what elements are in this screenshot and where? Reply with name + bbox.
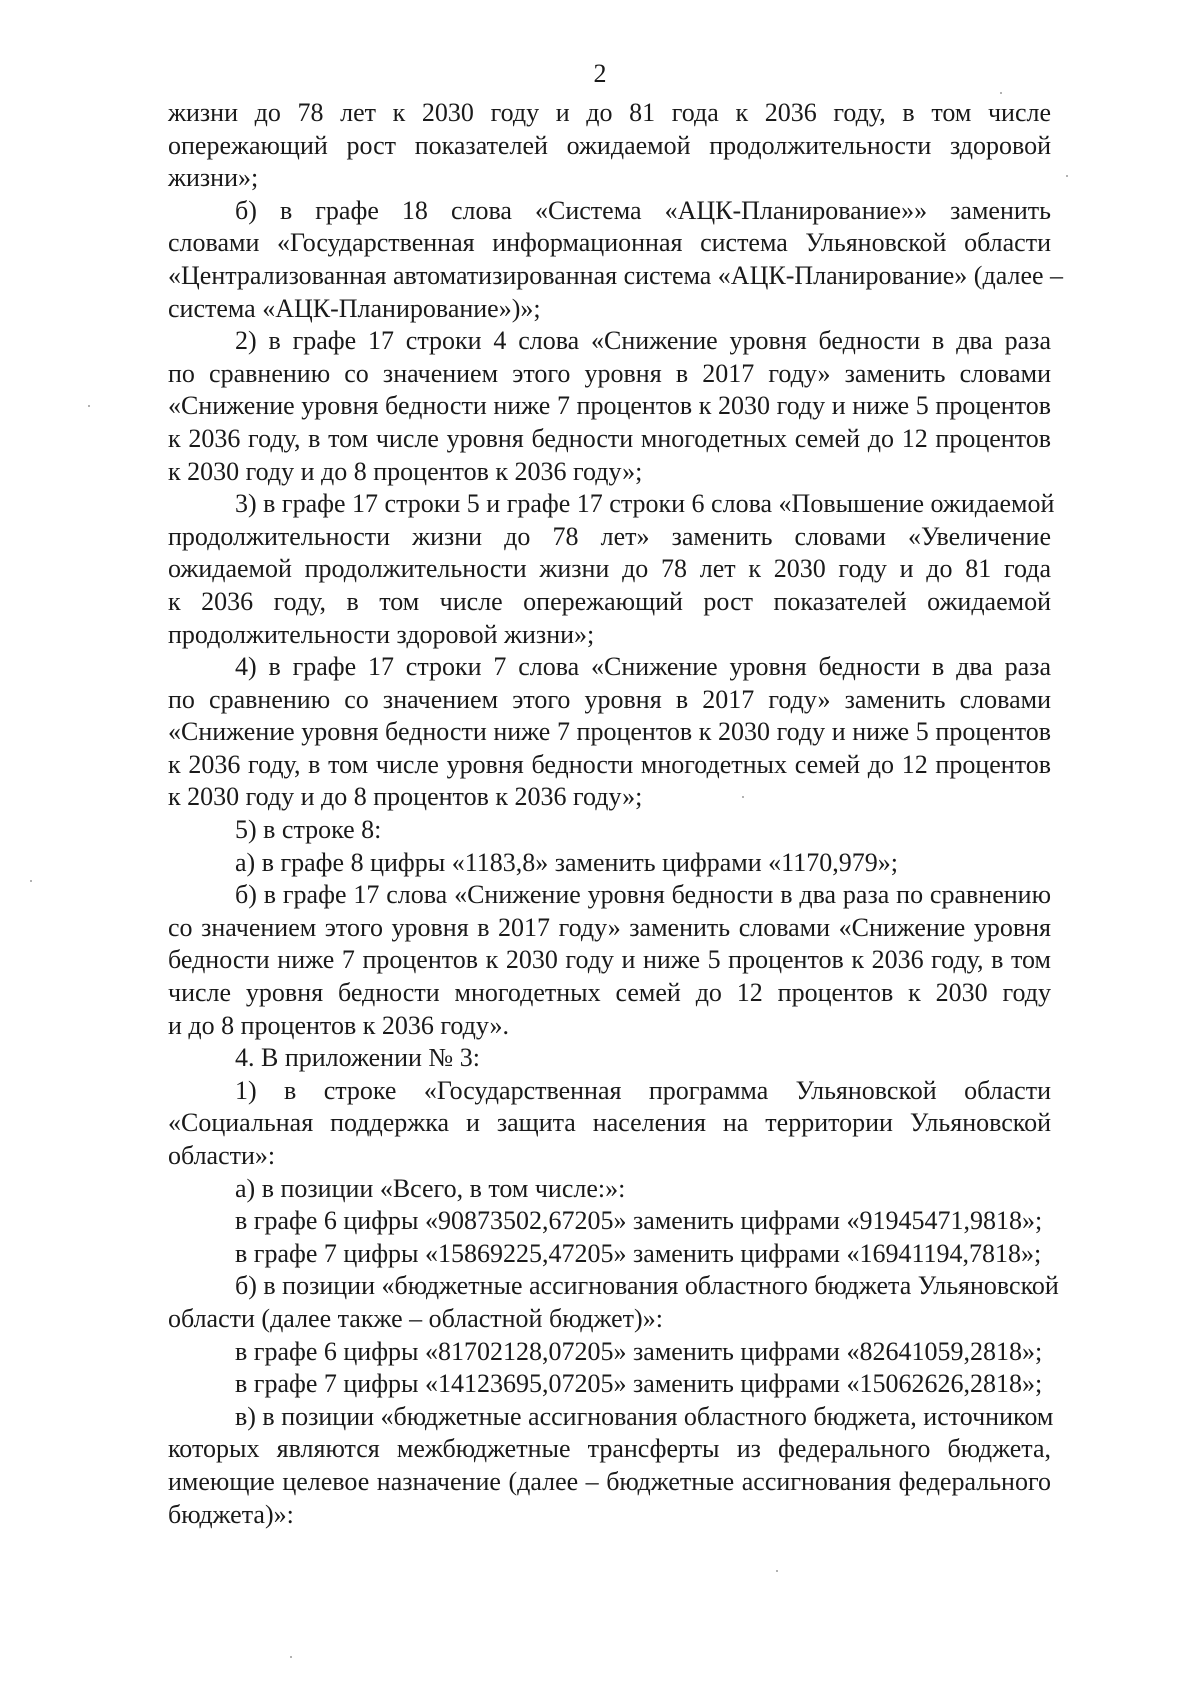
text-line: к 2036 году, в том числе уровня бедности многодетных семей до 12 процентов bbox=[168, 423, 1051, 453]
text-line: б) в графе 18 слова «Система «АЦК-Планирование»» заменить bbox=[235, 195, 1051, 225]
text-line: ожидаемой продолжительности жизни до 78 лет к 2030 году и до 81 года bbox=[168, 554, 1051, 584]
text-line: по сравнению со значением этого уровня в 2017 году» заменить словами bbox=[168, 684, 1051, 714]
text-line: бюджета)»: bbox=[168, 1499, 294, 1529]
scan-speck bbox=[290, 1656, 292, 1658]
scan-speck bbox=[1000, 92, 1002, 94]
text-line: «Снижение уровня бедности ниже 7 процентов к 2030 году и ниже 5 процентов bbox=[168, 717, 1051, 747]
scan-speck bbox=[30, 880, 32, 882]
text-line: продолжительности здоровой жизни»; bbox=[168, 619, 595, 649]
text-line: по сравнению со значением этого уровня в 2017 году» заменить словами bbox=[168, 358, 1051, 388]
text-line: к 2036 году, в том числе опережающий рост показателей ожидаемой bbox=[168, 586, 1051, 616]
text-line: 2) в графе 17 строки 4 слова «Снижение уровня бедности в два раза bbox=[235, 326, 1051, 356]
text-line: имеющие целевое назначение (далее – бюджетные ассигнования федерального bbox=[168, 1466, 1051, 1496]
text-line: 5) в строке 8: bbox=[235, 815, 382, 845]
text-line: в графе 7 цифры «14123695,07205» заменить цифрами «15062626,2818»; bbox=[235, 1369, 1043, 1399]
text-line: а) в позиции «Всего, в том числе:»: bbox=[235, 1173, 626, 1203]
text-line: словами «Государственная информационная система Ульяновской области bbox=[168, 228, 1051, 258]
text-line: продолжительности жизни до 78 лет» заменить словами «Увеличение bbox=[168, 521, 1051, 551]
text-line: 1) в строке «Государственная программа Ульяновской области bbox=[235, 1075, 1051, 1105]
scan-speck bbox=[742, 796, 744, 798]
text-line: числе уровня бедности многодетных семей до 12 процентов к 2030 году bbox=[168, 978, 1051, 1008]
text-line: система «АЦК-Планирование»)»; bbox=[168, 293, 541, 323]
text-line: «Централизованная автоматизированная система «АЦК-Планирование» (далее – bbox=[168, 260, 1064, 290]
text-line: и до 8 процентов к 2036 году». bbox=[168, 1010, 509, 1040]
text-line: в графе 6 цифры «90873502,67205» заменить цифрами «91945471,9818»; bbox=[235, 1206, 1043, 1236]
scan-speck bbox=[1066, 175, 1068, 177]
text-line: а) в графе 8 цифры «1183,8» заменить цифрами «1170,979»; bbox=[235, 847, 898, 877]
text-line: к 2036 году, в том числе уровня бедности многодетных семей до 12 процентов bbox=[168, 749, 1051, 779]
text-line: в графе 6 цифры «81702128,07205» заменить цифрами «82641059,2818»; bbox=[235, 1336, 1043, 1366]
text-line: к 2030 году и до 8 процентов к 2036 году»; bbox=[168, 456, 643, 486]
text-line: б) в позиции «бюджетные ассигнования областного бюджета Ульяновской bbox=[235, 1271, 1059, 1301]
text-line: со значением этого уровня в 2017 году» заменить словами «Снижение уровня bbox=[168, 912, 1051, 942]
text-line: «Снижение уровня бедности ниже 7 процентов к 2030 году и ниже 5 процентов bbox=[168, 391, 1051, 421]
text-line: области (далее также – областной бюджет)»: bbox=[168, 1303, 663, 1333]
text-line: жизни до 78 лет к 2030 году и до 81 года к 2036 году, в том числе bbox=[168, 98, 1051, 127]
text-line: к 2030 году и до 8 процентов к 2036 году»; bbox=[168, 782, 643, 812]
text-line: которых являются межбюджетные трансферты из федерального бюджета, bbox=[168, 1434, 1051, 1464]
text-line: 3) в графе 17 строки 5 и графе 17 строки 6 слова «Повышение ожидаемой bbox=[235, 489, 1055, 519]
scan-speck bbox=[776, 1570, 778, 1572]
text-line: жизни»; bbox=[168, 163, 259, 193]
scan-speck bbox=[88, 405, 90, 407]
text-line: области»: bbox=[168, 1141, 276, 1170]
text-line: 4. В приложении № 3: bbox=[235, 1043, 480, 1073]
text-line: в графе 7 цифры «15869225,47205» заменить цифрами «16941194,7818»; bbox=[235, 1238, 1042, 1268]
text-line: б) в графе 17 слова «Снижение уровня бедности в два раза по сравнению bbox=[235, 880, 1051, 910]
document-body bbox=[168, 97, 1064, 1531]
text-line: опережающий рост показателей ожидаемой продолжительности здоровой bbox=[168, 130, 1051, 160]
text-line: «Социальная поддержка и защита населения на территории Ульяновской bbox=[168, 1108, 1051, 1138]
page-number: 2 bbox=[593, 59, 607, 88]
text-line: бедности ниже 7 процентов к 2030 году и ниже 5 процентов к 2036 году, в том bbox=[168, 945, 1051, 975]
text-line: в) в позиции «бюджетные ассигнования областного бюджета, источником bbox=[235, 1401, 1054, 1431]
text-line: 4) в графе 17 строки 7 слова «Снижение уровня бедности в два раза bbox=[235, 652, 1051, 682]
